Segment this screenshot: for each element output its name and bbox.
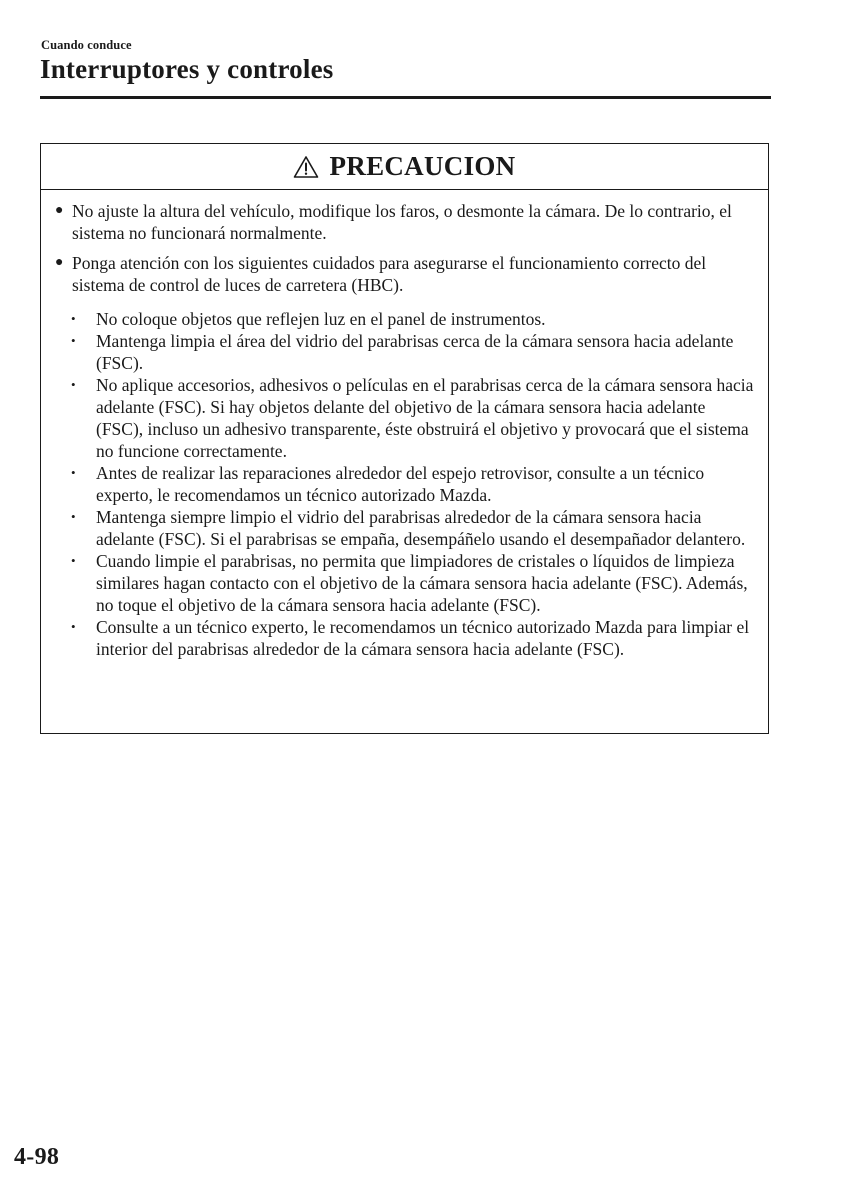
sub-bullet-icon: •: [71, 311, 76, 326]
sub-list-item: [71, 330, 754, 374]
list-item-text: Ponga atención con los siguientes cuidados para asegurarse el funcionamiento correcto del sistema de control de luces de carretera (HBC).: [72, 253, 707, 295]
sub-bullet-icon: •: [71, 333, 76, 348]
warning-triangle-icon: [293, 155, 319, 179]
sub-bullet-icon: •: [71, 465, 76, 480]
bullet-icon: ●: [55, 255, 64, 270]
sub-list: [55, 308, 754, 660]
page-title: Interruptores y controles: [40, 54, 334, 84]
sub-bullet-icon: •: [71, 509, 76, 524]
section-label: Cuando conduce: [41, 38, 132, 52]
caution-header: [41, 144, 768, 190]
sub-list-item-text: Mantenga limpia el área del vidrio del parabrisas cerca de la cámara sensora hacia adelante (FSC).: [96, 331, 734, 373]
bullet-icon: ●: [55, 203, 64, 218]
list-item-text: No ajuste la altura del vehículo, modifique los faros, o desmonte la cámara. De lo contrario, el sistema no funcionará normalmente.: [72, 201, 732, 243]
sub-list-item-text: Mantenga siempre limpio el vidrio del parabrisas alrededor de la cámara sensora hacia adelante (FSC). Si el parabrisas se empaña, desempáñelo usando el desempañador delantero.: [96, 507, 746, 549]
sub-bullet-icon: •: [71, 377, 76, 392]
sub-list-item: [71, 374, 754, 462]
sub-bullet-icon: •: [71, 553, 76, 568]
caution-box: [40, 143, 769, 734]
sub-bullet-icon: •: [71, 619, 76, 634]
sub-list-item: [71, 550, 754, 616]
sub-list-item-text: Cuando limpie el parabrisas, no permita que limpiadores de cristales o líquidos de limpieza similares hagan contacto con el objetivo de la cámara sensora hacia adelante (FSC). Además, no toque el objetivo de la cámara sensora hacia adelante (FSC).: [96, 551, 748, 615]
list-item: [55, 252, 754, 296]
sub-list-item: [71, 462, 754, 506]
sub-list-item: [71, 308, 754, 330]
caution-body: [41, 190, 768, 660]
list-item: [55, 200, 754, 244]
sub-list-item-text: Consulte a un técnico experto, le recomendamos un técnico autorizado Mazda para limpiar el interior del parabrisas alrededor de la cámara sensora hacia adelante (FSC).: [96, 617, 750, 659]
sub-list-item: [71, 616, 754, 660]
sub-list-item-text: No aplique accesorios, adhesivos o películas en el parabrisas cerca de la cámara sensora hacia adelante (FSC). Si hay objetos delante del objetivo de la cámara sensora hacia adelante (FSC), incluso un adhesivo transparente, éste obstruirá el objetivo y provocará que el sistema no funcione correctamente.: [96, 375, 754, 461]
sub-list-item-text: No coloque objetos que reflejen luz en el panel de instrumentos.: [96, 309, 546, 329]
sub-list-item: [71, 506, 754, 550]
sub-list-item-text: Antes de realizar las reparaciones alrededor del espejo retrovisor, consulte a un técnico experto, le recomendamos un técnico autorizado Mazda.: [96, 463, 705, 505]
page-number: 4-98: [14, 1144, 60, 1170]
title-divider: [40, 96, 771, 99]
caution-title: PRECAUCION: [329, 151, 516, 181]
